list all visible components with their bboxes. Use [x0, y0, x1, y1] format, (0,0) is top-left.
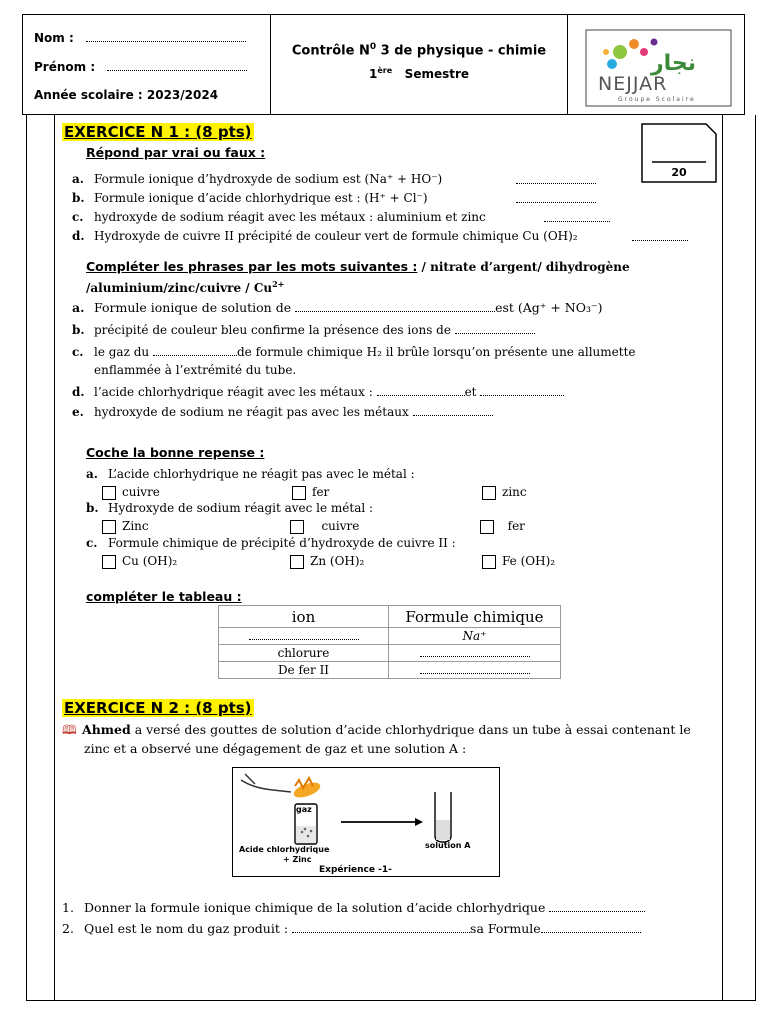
semestre: 1ère Semestre	[368, 66, 470, 81]
vf-item-d: d. Hydroxyde de cuivre II précipité de couleur vert de formule chimique Cu (OH)₂	[72, 229, 578, 243]
coche-b-option-3[interactable]: fer	[480, 518, 525, 534]
completer-instructions: Compléter les phrases par les mots suivantes : / nitrate d’argent/ dihydrogène	[86, 259, 630, 274]
svg-text:Groupe Scolaire: Groupe Scolaire	[618, 96, 696, 103]
checkbox[interactable]	[292, 486, 306, 500]
section-coche-title: Coche la bonne repense :	[86, 445, 265, 460]
ex2-intro: 🕮 Ahmed a versé des gouttes de solution d’acide chlorhydrique dans un tube à essai contenant le	[62, 722, 691, 737]
experiment-figure	[232, 767, 500, 877]
checkbox[interactable]	[290, 520, 304, 534]
vf-answer-c[interactable]	[544, 212, 610, 222]
nom-label: Nom :	[34, 31, 246, 45]
coche-b-option-2[interactable]: cuivre	[290, 518, 359, 534]
svg-text:NEJJAR: NEJJAR	[598, 73, 668, 95]
table-header-formule: Formule chimique	[389, 606, 561, 628]
blank-d1[interactable]	[377, 386, 465, 396]
ex2-intro-cont: zinc et a observé une dégagement de gaz et une solution A :	[84, 741, 467, 756]
question-1: 1. Donner la formule ionique chimique de la solution d’acide chlorhydrique	[62, 900, 645, 916]
completer-item-e: e. hydroxyde de sodium ne réagit pas avec les métaux	[72, 404, 493, 420]
section-vrai-faux-title: Répond par vrai ou faux :	[86, 145, 266, 160]
exercise-1-title: EXERCICE N 1 : (8 pts)	[64, 123, 252, 141]
checkbox[interactable]	[102, 555, 116, 569]
prenom-label: Prénom :	[34, 60, 247, 74]
page-title: Contrôle $N^0$ 3 de physique - chimie	[291, 42, 547, 59]
fig-caption: Expérience -1-	[319, 865, 392, 875]
table-row	[219, 645, 561, 662]
coche-b-option-1[interactable]: Zinc	[102, 518, 149, 534]
book-icon: 🕮	[62, 722, 77, 737]
table-cell: Na⁺	[389, 628, 561, 645]
blank-b[interactable]	[455, 324, 535, 334]
score-box	[640, 122, 718, 184]
fig-label-acide: Acide chlorhydrique	[239, 845, 330, 854]
table-row	[219, 628, 561, 645]
completer-item-c: c. le gaz du de formule chimique H₂ il brûle lorsqu’on présente une allumette	[72, 345, 636, 359]
table-cell: De fer II	[219, 662, 389, 679]
answer-1-blank[interactable]	[549, 902, 645, 912]
vf-item-b: b. Formule ionique d’acide chlorhydrique est : (H⁺ + Cl⁻)	[72, 191, 428, 205]
completer-words: /aluminium/zinc/cuivre / $Cu^{2+}$	[86, 279, 285, 295]
checkbox[interactable]	[482, 555, 496, 569]
coche-a-option-1[interactable]: cuivre	[102, 484, 160, 500]
table-header-ion: ion	[219, 606, 389, 628]
svg-text:نجار: نجار	[651, 51, 697, 76]
coche-c-option-1[interactable]: Cu (OH)₂	[102, 553, 177, 569]
coche-a-option-3[interactable]: zinc	[482, 484, 527, 500]
table-cell: chlorure	[219, 645, 389, 662]
coche-question-b: b. Hydroxyde de sodium réagit avec le métal :	[86, 501, 374, 515]
answer-2-formula-blank[interactable]	[541, 923, 641, 933]
left-margin-line	[54, 115, 55, 1001]
nom-blank[interactable]	[86, 32, 246, 42]
vf-item-c: c. hydroxyde de sodium réagit avec les métaux : aluminium et zinc	[72, 210, 486, 224]
checkbox[interactable]	[480, 520, 494, 534]
header-center-box	[270, 14, 568, 115]
coche-c-option-3[interactable]: Fe (OH)₂	[482, 553, 555, 569]
annee-scolaire: Année scolaire : 2023/2024	[34, 88, 219, 102]
table-header-row	[219, 606, 561, 628]
table-cell-blank[interactable]	[219, 628, 389, 645]
checkbox[interactable]	[290, 555, 304, 569]
vf-answer-a[interactable]	[516, 174, 596, 184]
blank-d2[interactable]	[480, 386, 564, 396]
ion-table	[218, 605, 561, 679]
checkbox[interactable]	[102, 486, 116, 500]
section-tableau-title: compléter le tableau :	[86, 589, 242, 604]
table-cell-blank[interactable]	[389, 645, 561, 662]
table-cell-blank[interactable]	[389, 662, 561, 679]
vf-item-a: a. Formule ionique d’hydroxyde de sodium est (Na⁺ + HO⁻)	[72, 172, 443, 186]
completer-item-d: d. l’acide chlorhydrique réagit avec les métaux : et	[72, 384, 564, 400]
completer-item-a: a. Formule ionique de solution de est (Ag⁺ + NO₃⁻)	[72, 300, 603, 315]
score-total: 20	[671, 166, 687, 179]
coche-c-option-2[interactable]: Zn (OH)₂	[290, 553, 364, 569]
exercise-2-title: EXERCICE N 2 : (8 pts)	[64, 699, 252, 717]
blank-e[interactable]	[413, 406, 493, 416]
fig-label-solution-a: solution A	[425, 841, 471, 850]
vf-answer-d[interactable]	[632, 231, 688, 241]
checkbox[interactable]	[482, 486, 496, 500]
coche-a-option-2[interactable]: fer	[292, 484, 329, 500]
prenom-blank[interactable]	[107, 61, 247, 71]
answer-2-gas-blank[interactable]	[292, 923, 470, 933]
blank-c[interactable]	[153, 346, 237, 356]
table-row	[219, 662, 561, 679]
completer-item-b: b. précipité de couleur bleu confirme la présence des ions de	[72, 322, 535, 338]
checkbox[interactable]	[102, 520, 116, 534]
completer-item-c-cont: enflammée à l’extrémité du tube.	[94, 363, 297, 377]
school-logo	[576, 22, 736, 110]
question-2: 2. Quel est le nom du gaz produit : sa Formule	[62, 921, 641, 937]
fig-label-zinc: + Zinc	[283, 855, 312, 864]
coche-question-c: c. Formule chimique de précipité d’hydroxyde de cuivre II :	[86, 536, 456, 550]
blank-a[interactable]	[295, 302, 495, 312]
right-margin-line	[722, 115, 723, 1001]
fig-label-gaz: gaz	[296, 805, 312, 814]
coche-question-a: a. L’acide chlorhydrique ne réagit pas avec le métal :	[86, 467, 415, 481]
vf-answer-b[interactable]	[516, 193, 596, 203]
